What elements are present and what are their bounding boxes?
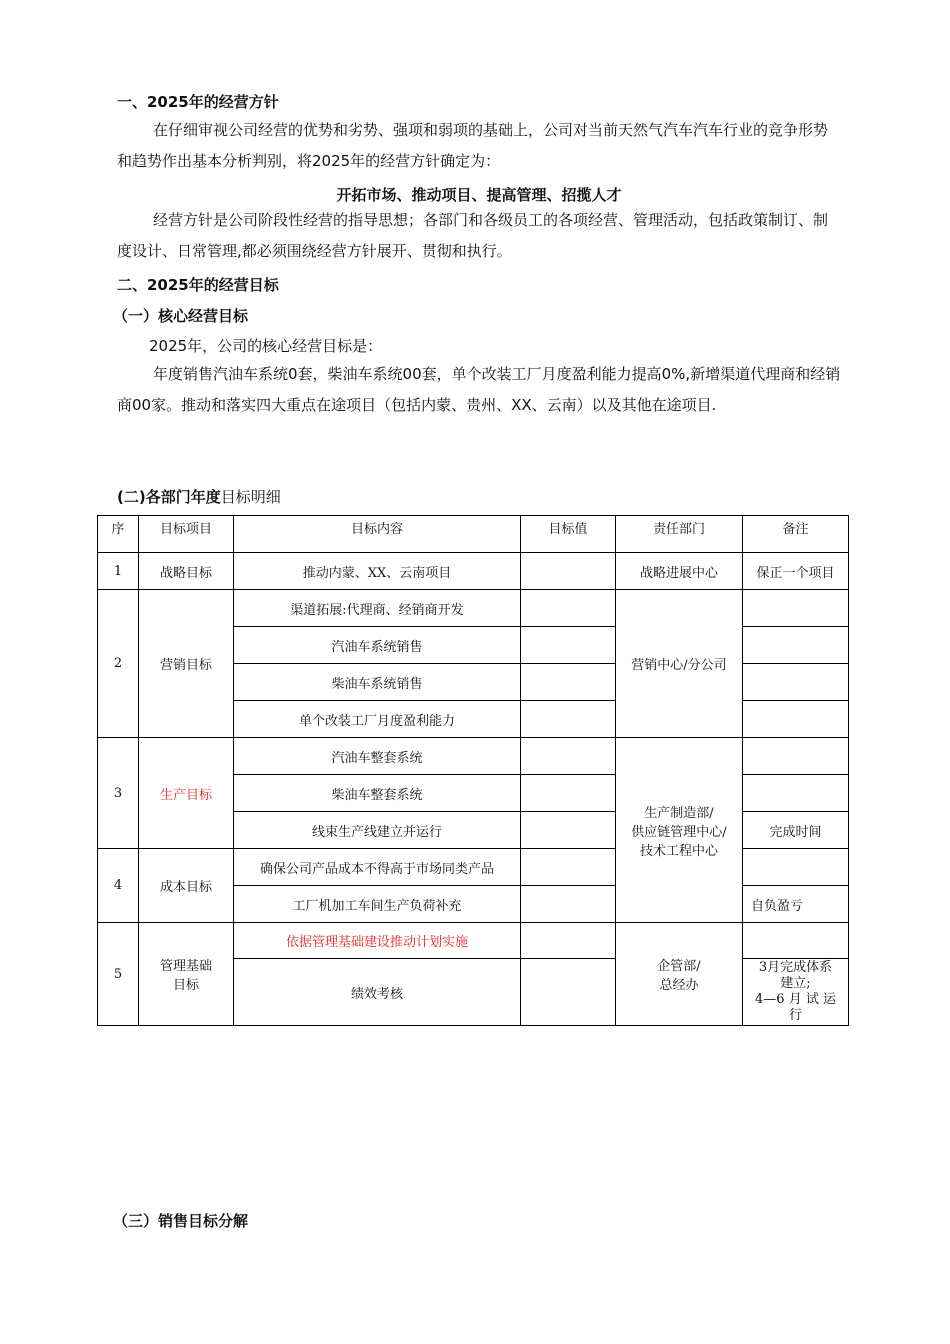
goal-item-line: 管理基础 — [159, 959, 212, 974]
dept-goals-subheading-rest: 目标明细 — [220, 488, 281, 506]
core-goals-paragraph: 年度销售汽油车系统0套，柴油车系统00套，单个改装工厂月度盈利能力提高0%,新增渠道代理商和经销商00家。推动和落实四大重点在途项目（包括内蒙、贵州、XX、云南）以及其他在途项目. — [117, 365, 841, 414]
note-line: 4—6 月 试 运 — [755, 992, 836, 1007]
responsible-dept: 战略进展中心 — [616, 553, 743, 590]
header-cell: 备注 — [743, 516, 849, 553]
goal-note — [743, 775, 849, 812]
table-row — [98, 923, 849, 959]
goal-content: 线束生产线建立并运行 — [234, 812, 521, 849]
responsible-dept — [616, 738, 743, 923]
goal-content: 汽油车整套系统 — [234, 738, 521, 775]
row-number: 3 — [98, 738, 139, 849]
goal-content: 依据管理基础建设推动计划实施 — [234, 923, 521, 959]
goal-value — [521, 812, 616, 849]
section1-paragraph2: 经营方针是公司阶段性经营的指导思想；各部门和各级员工的各项经营、管理活动，包括政策制订、制度设计、日常管理,都必须围绕经营方针展开、贯彻和执行。 — [117, 211, 829, 260]
goal-content: 推动内蒙、XX、云南项目 — [234, 553, 521, 590]
goal-content: 渠道拓展:代理商、经销商开发 — [234, 590, 521, 627]
dept-line: 总经办 — [659, 978, 699, 993]
row-number: 2 — [98, 590, 139, 738]
header-cell: 目标项目 — [139, 516, 234, 553]
goal-note — [743, 738, 849, 775]
goal-note: 保正一个项目 — [743, 553, 849, 590]
goal-value — [521, 553, 616, 590]
note-line: 3月完成体系 — [758, 960, 833, 975]
section1-heading: 一、2025年的经营方针 — [117, 93, 279, 111]
goal-note — [743, 627, 849, 664]
row-number: 5 — [98, 923, 139, 1026]
goal-content: 柴油车系统销售 — [234, 664, 521, 701]
goal-note — [743, 849, 849, 886]
goal-content: 汽油车系统销售 — [234, 627, 521, 664]
goal-note — [743, 590, 849, 627]
goal-content: 绩效考核 — [234, 959, 521, 1026]
goal-value — [521, 959, 616, 1026]
table-row — [98, 553, 849, 590]
table-header-row — [98, 516, 849, 553]
goal-content: 单个改装工厂月度盈利能力 — [234, 701, 521, 738]
goal-item: 生产目标 — [139, 738, 234, 849]
dept-line: 供应链管理中心/ — [631, 824, 727, 840]
header-cell: 序 — [98, 516, 139, 553]
dept-goals-subheading — [117, 486, 281, 507]
dept-line: 技术工程中心 — [639, 843, 718, 859]
goal-item — [139, 923, 234, 1026]
goal-value — [521, 701, 616, 738]
goal-value — [521, 664, 616, 701]
section1-paragraph1: 在仔细审视公司经营的优势和劣势、强项和弱项的基础上，公司对当前天然气汽车汽车行业的竞争形势和趋势作出基本分析判别，将2025年的经营方针确定为： — [117, 121, 829, 170]
sales-breakdown-heading: （三）销售目标分解 — [113, 1212, 249, 1230]
table-row — [98, 738, 849, 775]
header-cell: 目标值 — [521, 516, 616, 553]
note-line: 行 — [788, 1008, 802, 1023]
goal-note — [743, 701, 849, 738]
goal-item: 成本目标 — [139, 849, 234, 923]
goal-note: 自负盈亏 — [743, 886, 849, 923]
row-number: 4 — [98, 849, 139, 923]
dept-goals-subheading-bold: (二)各部门年度 — [117, 488, 221, 506]
dept-line: 企管部/ — [657, 959, 701, 974]
business-motto: 开拓市场、推动项目、提高管理、招揽人才 — [336, 186, 622, 204]
goal-value — [521, 923, 616, 959]
responsible-dept: 营销中心/分公司 — [616, 590, 743, 738]
section2-heading: 二、2025年的经营目标 — [117, 276, 279, 294]
goal-value — [521, 849, 616, 886]
row-number: 1 — [98, 553, 139, 590]
goal-note — [743, 959, 849, 1026]
goal-value — [521, 775, 616, 812]
goal-note — [743, 923, 849, 959]
note-line: 建立; — [780, 976, 811, 991]
goal-value — [521, 627, 616, 664]
goal-value — [521, 738, 616, 775]
goal-value — [521, 590, 616, 627]
goal-item-line: 目标 — [172, 978, 199, 993]
goal-item: 营销目标 — [139, 590, 234, 738]
dept-line: 生产制造部/ — [644, 805, 714, 821]
department-goals-table — [97, 515, 849, 1026]
core-goals-subheading: （一）核心经营目标 — [113, 307, 249, 325]
header-cell: 责任部门 — [616, 516, 743, 553]
goal-content: 确保公司产品成本不得高于市场同类产品 — [234, 849, 521, 886]
goal-note: 完成时间 — [743, 812, 849, 849]
core-goals-intro: 2025年，公司的核心经营目标是： — [149, 337, 383, 355]
goal-note — [743, 664, 849, 701]
responsible-dept — [616, 923, 743, 1026]
goal-value — [521, 886, 616, 923]
goal-content: 柴油车整套系统 — [234, 775, 521, 812]
goal-content: 工厂机加工车间生产负荷补充 — [234, 886, 521, 923]
header-cell: 目标内容 — [234, 516, 521, 553]
table-row — [98, 590, 849, 627]
goal-item: 战略目标 — [139, 553, 234, 590]
